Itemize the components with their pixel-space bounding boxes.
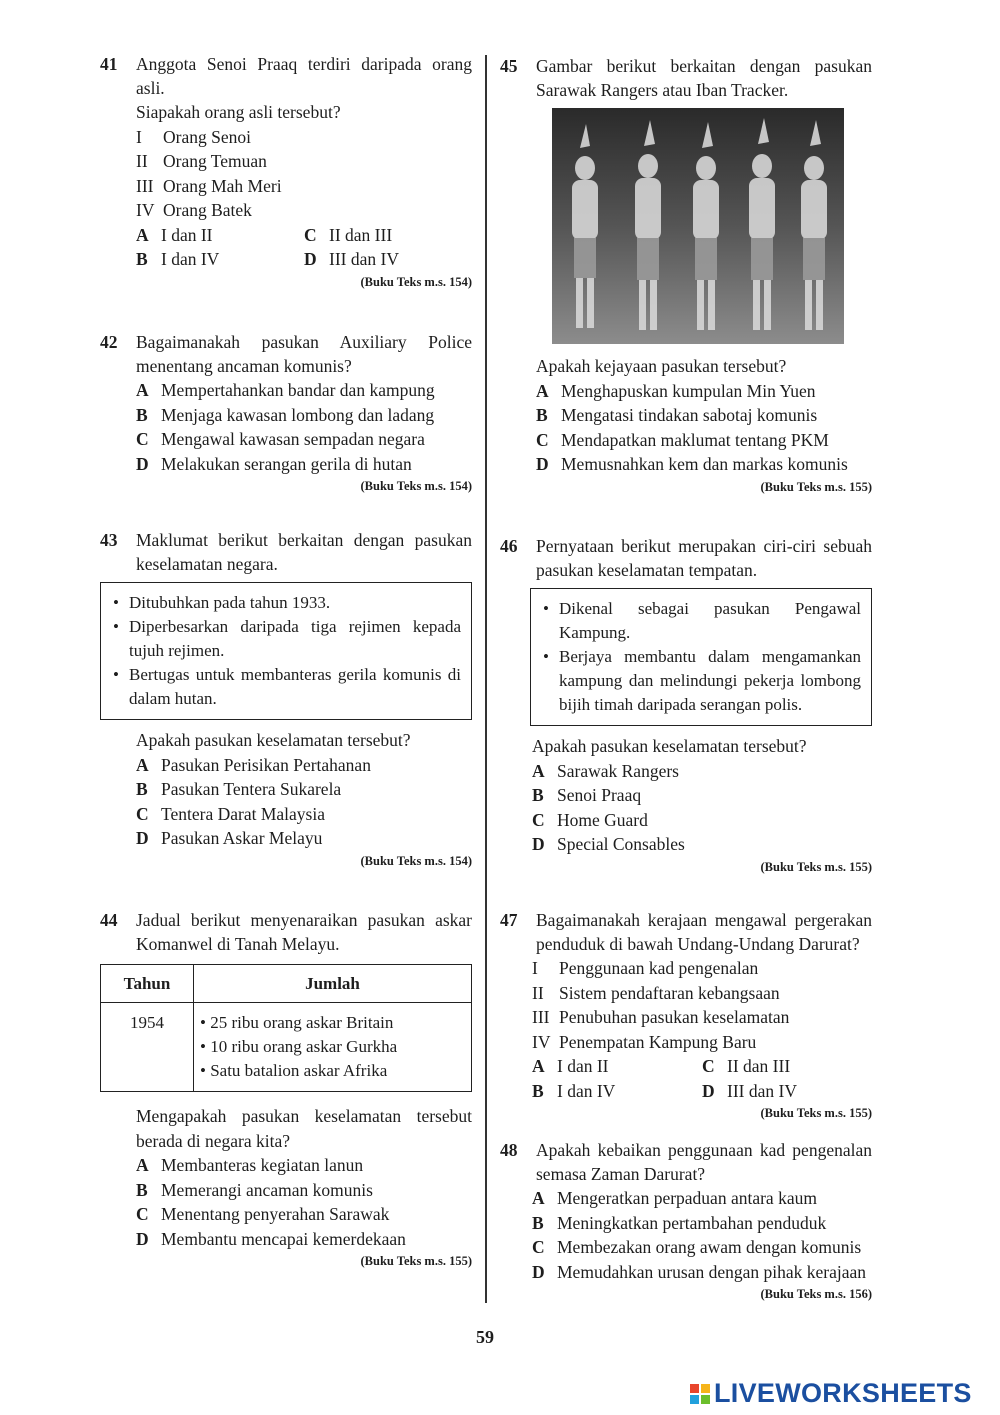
option-d[interactable]: D Special Consables xyxy=(532,834,685,854)
option-a[interactable]: A Menghapuskan kumpulan Min Yuen xyxy=(536,380,816,401)
textbook-reference: (Buku Teks m.s. 156) xyxy=(760,1287,872,1301)
roman-item: I Penggunaan kad pengenalan xyxy=(532,958,759,978)
option-d[interactable]: D Memusnahkan kem dan markas komunis xyxy=(536,454,848,474)
question-prompt: Mengapakah pasukan keselamatan tersebut berada di negara kita? xyxy=(136,1106,472,1151)
textbook-reference: (Buku Teks m.s. 155) xyxy=(760,859,872,874)
info-box xyxy=(100,582,472,720)
option-c[interactable]: C Membezakan orang awam dengan komunis xyxy=(532,1237,862,1257)
table-header: Jumlah xyxy=(194,965,472,1003)
question-text: Pernyataan berikut merupakan ciri-ciri sebuah pasukan keselamatan tempatan. xyxy=(536,536,872,580)
roman-item: II Sistem pendaftaran kebangsaan xyxy=(532,982,780,1003)
liveworksheets-brand-text: LIVEWORKSHEETS xyxy=(714,1378,972,1408)
question-number: 46 xyxy=(500,536,518,556)
roman-item: III Penubuhan pasukan keselamatan xyxy=(532,1007,790,1027)
question-43 xyxy=(100,528,472,869)
option-a[interactable]: A Sarawak Rangers xyxy=(532,760,679,781)
option-b[interactable]: B I dan IV xyxy=(532,1080,616,1101)
question-prompt: Apakah pasukan keselamatan tersebut? xyxy=(532,736,807,756)
option-c[interactable]: C II dan III xyxy=(304,224,393,245)
roman-item: I Orang Senoi xyxy=(136,126,251,147)
table-cell-items: • 25 ribu orang askar Britain • 10 ribu orang askar Gurkha • Satu batalion askar Afrika xyxy=(194,1003,472,1092)
option-a[interactable]: A I dan II xyxy=(532,1056,609,1076)
roman-item: IV Orang Batek xyxy=(136,200,252,220)
question-46 xyxy=(500,534,872,875)
question-42 xyxy=(100,330,472,494)
option-c[interactable]: C Menentang penyerahan Sarawak xyxy=(136,1204,390,1224)
bullet-item: • Dikenal sebagai pasukan Pengawal Kampung. xyxy=(543,599,861,642)
question-48 xyxy=(500,1138,872,1302)
option-d[interactable]: D Melakukan serangan gerila di hutan xyxy=(136,453,412,474)
question-text: Maklumat berikut berkaitan dengan pasukan keselamatan negara. xyxy=(136,530,472,574)
roman-item: IV Penempatan Kampung Baru xyxy=(532,1031,757,1052)
liveworksheets-watermark[interactable] xyxy=(690,1378,972,1409)
question-prompt: Apakah kejayaan pasukan tersebut? xyxy=(536,356,787,376)
liveworksheets-logo-icon xyxy=(690,1384,710,1404)
commonwealth-table xyxy=(100,964,472,1092)
option-a[interactable]: A Membanteras kegiatan lanun xyxy=(136,1155,364,1175)
option-b[interactable]: B Pasukan Tentera Sukarela xyxy=(136,779,342,799)
question-text: Bagaimanakah pasukan Auxiliary Police menentang ancaman komunis? xyxy=(136,332,472,376)
question-47 xyxy=(500,908,872,1121)
textbook-reference: (Buku Teks m.s. 154) xyxy=(360,853,472,868)
question-number: 48 xyxy=(500,1140,518,1160)
question-text: Gambar berikut berkaitan dengan pasukan Sarawak Rangers atau Iban Tracker. xyxy=(536,56,872,100)
option-b[interactable]: B Senoi Praaq xyxy=(532,785,642,805)
bullet-item: • Berjaya membantu dalam mengamankan kampung dan melindungi pekerja lombong bijih timah daripada serangan polis. xyxy=(543,647,861,714)
option-a[interactable]: A I dan II xyxy=(136,224,213,245)
option-c[interactable]: C Mengawal kawasan sempadan negara xyxy=(136,429,425,449)
option-a[interactable]: A Mengeratkan perpaduan antara kaum xyxy=(532,1188,817,1208)
option-c[interactable]: C Mendapatkan maklumat tentang PKM xyxy=(536,429,829,450)
textbook-reference: (Buku Teks m.s. 154) xyxy=(360,479,472,493)
bullet-item: • Bertugas untuk membanteras gerila komunis di dalam hutan. xyxy=(113,665,461,708)
option-d[interactable]: D III dan IV xyxy=(304,249,399,269)
table-cell-year: 1954 xyxy=(101,1003,194,1092)
table-header: Tahun xyxy=(101,965,194,1003)
info-box xyxy=(530,588,872,726)
textbook-reference: (Buku Teks m.s. 154) xyxy=(360,274,472,289)
column-divider xyxy=(485,55,487,1303)
option-b[interactable]: B Memerangi ancaman komunis xyxy=(136,1179,373,1200)
roman-item: II Orang Temuan xyxy=(136,151,267,171)
option-b[interactable]: B I dan IV xyxy=(136,249,220,269)
textbook-reference: (Buku Teks m.s. 155) xyxy=(760,479,872,494)
option-d[interactable]: D Memudahkan urusan dengan pihak kerajaan xyxy=(532,1261,867,1282)
option-d[interactable]: D Pasukan Askar Melayu xyxy=(136,828,323,848)
question-number: 41 xyxy=(100,54,118,74)
sarawak-rangers-photo xyxy=(552,108,844,344)
page-number: 59 xyxy=(476,1327,494,1347)
option-b[interactable]: B Mengatasi tindakan sabotaj komunis xyxy=(536,405,818,425)
option-a[interactable]: A Pasukan Perisikan Pertahanan xyxy=(136,754,371,775)
question-44 xyxy=(100,908,472,1269)
option-b[interactable]: B Meningkatkan pertambahan penduduk xyxy=(532,1212,827,1233)
roman-item: III Orang Mah Meri xyxy=(136,175,282,196)
question-41 xyxy=(100,52,472,290)
option-a[interactable]: A Mempertahankan bandar dan kampung xyxy=(136,380,435,400)
question-number: 42 xyxy=(100,332,118,352)
question-text: Apakah kebaikan penggunaan kad pengenalan semasa Zaman Darurat? xyxy=(536,1140,872,1184)
textbook-reference: (Buku Teks m.s. 155) xyxy=(360,1254,472,1268)
question-number: 43 xyxy=(100,530,118,550)
option-c[interactable]: C Home Guard xyxy=(532,809,648,830)
question-text: Anggota Senoi Praaq terdiri daripada orang asli. xyxy=(136,54,472,98)
question-number: 44 xyxy=(100,910,118,930)
question-number: 47 xyxy=(500,910,518,930)
question-number: 45 xyxy=(500,56,518,76)
option-c[interactable]: C Tentera Darat Malaysia xyxy=(136,803,325,824)
option-d[interactable]: D III dan IV xyxy=(702,1080,797,1101)
question-45 xyxy=(500,54,872,495)
question-text: Bagaimanakah kerajaan mengawal pergerakan penduduk di bawah Undang-Undang Darurat? xyxy=(536,910,872,954)
textbook-reference: (Buku Teks m.s. 155) xyxy=(760,1106,872,1120)
question-text: Jadual berikut menyenaraikan pasukan askar Komanwel di Tanah Melayu. xyxy=(136,910,472,954)
option-d[interactable]: D Membantu mencapai kemerdekaan xyxy=(136,1228,406,1249)
warriors-illustration xyxy=(552,108,844,344)
option-c[interactable]: C II dan III xyxy=(702,1056,791,1076)
bullet-item: • Diperbesarkan daripada tiga rejimen kepada tujuh rejimen. xyxy=(113,617,461,660)
question-subtext: Siapakah orang asli tersebut? xyxy=(136,102,341,122)
option-b[interactable]: B Menjaga kawasan lombong dan ladang xyxy=(136,404,435,425)
question-prompt: Apakah pasukan keselamatan tersebut? xyxy=(136,730,411,750)
bullet-item: • Ditubuhkan pada tahun 1933. xyxy=(113,593,331,612)
